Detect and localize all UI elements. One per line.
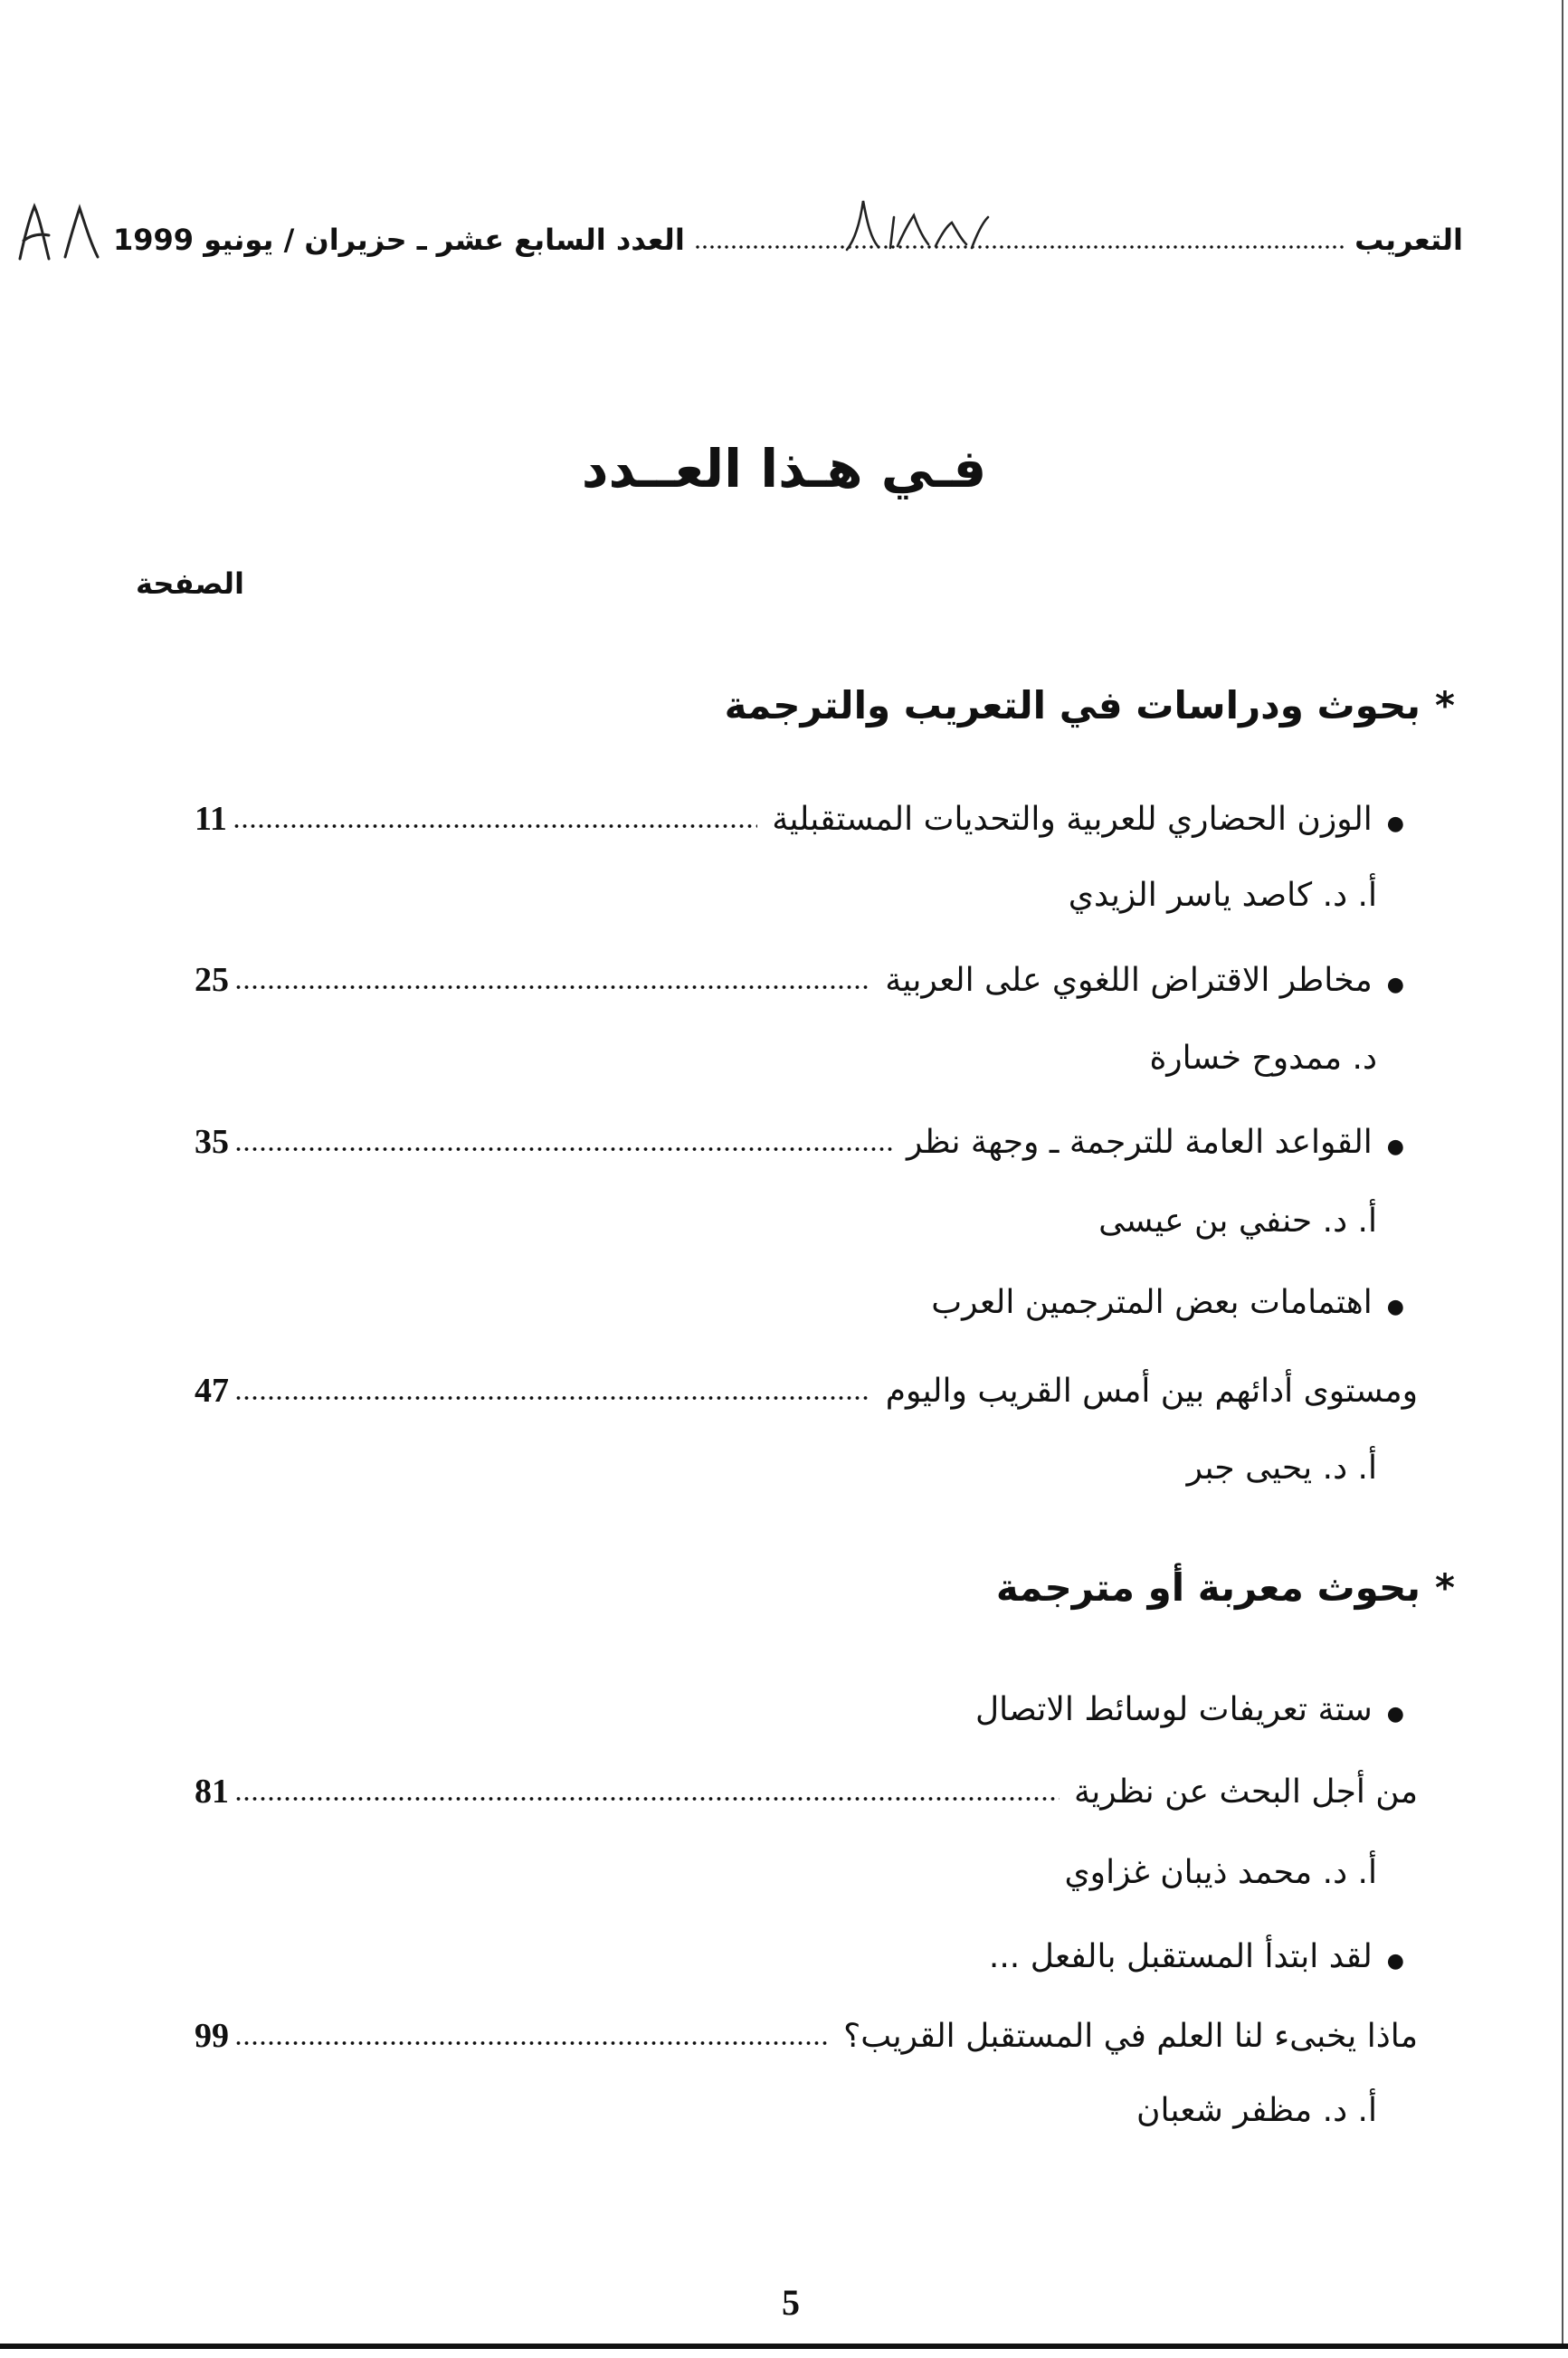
dot-leader: [234, 1146, 892, 1153]
author-name: أ. د. حنفي بن عيسى: [1098, 1203, 1377, 1240]
entry-page-number: 25: [195, 961, 229, 999]
dot-leader: [234, 984, 870, 991]
entry-title: لقد ابتدأ المستقبل بالفعل ...: [988, 1938, 1373, 1975]
toc-entry-continuation: [195, 1769, 1418, 1814]
entry-author: [1065, 1850, 1378, 1896]
entry-page-number: 47: [195, 1372, 229, 1410]
bottom-rule-line: [0, 2344, 1568, 2349]
section-heading: [996, 1561, 1455, 1615]
bullet-icon: ●: [1386, 813, 1404, 835]
toc-entry-first-line: [989, 1935, 1404, 1980]
section-heading-text: بحوث معربة أو مترجمة: [995, 1565, 1421, 1610]
entry-page-number: 81: [195, 1773, 229, 1811]
entry-title-continuation: من أجل البحث عن نظرية: [1073, 1773, 1418, 1811]
author-name: أ. د. يحيى جبر: [1186, 1450, 1377, 1487]
entry-title: القواعد العامة للترجمة ـ وجهة نظر: [907, 1124, 1373, 1161]
entry-title-continuation: ومستوى أدائهم بين أمس القريب واليوم: [885, 1373, 1418, 1410]
toc-entry-continuation: [195, 1368, 1418, 1413]
entry-author: [1136, 2088, 1377, 2134]
section-star-marker: *: [1435, 683, 1455, 727]
page-title: فـي هـذا العــدد: [581, 438, 987, 499]
journal-name: التعريب: [1354, 223, 1463, 257]
section-star-marker: *: [1435, 1565, 1455, 1610]
handwritten-annotation-center: [841, 190, 995, 261]
author-name: د. ممدوح خسارة: [1149, 1040, 1377, 1077]
page-column-label: الصفحة: [136, 566, 245, 601]
entry-author: [1149, 1036, 1377, 1081]
dot-leader: [233, 822, 757, 830]
toc-entry: [195, 796, 1404, 841]
author-name: أ. د. مظفر شعبان: [1136, 2092, 1377, 2129]
entry-title: الوزن الحضاري للعربية والتحديات المستقبلية: [772, 801, 1373, 838]
bullet-icon: ●: [1386, 1136, 1404, 1158]
entry-title: اهتمامات بعض المترجمين العرب: [931, 1284, 1373, 1321]
dot-leader: [234, 1394, 871, 1402]
entry-author: [1098, 1199, 1377, 1244]
entry-page-number: 99: [195, 2017, 229, 2055]
header-dot-leader: [694, 244, 1345, 250]
bullet-icon: ●: [1386, 1950, 1404, 1973]
dot-leader: [234, 1795, 1060, 1802]
toc-entry-first-line: [975, 1688, 1404, 1733]
entry-author: [1069, 873, 1377, 918]
bullet-icon: ●: [1386, 1296, 1404, 1318]
entry-title: مخاطر الاقتراض اللغوي على العربية: [885, 962, 1373, 999]
author-name: أ. د. محمد ذيبان غزاوي: [1064, 1854, 1377, 1891]
folio-page-number: 5: [782, 2282, 800, 2323]
handwritten-annotation-left: [13, 197, 103, 270]
entry-title-continuation: ماذا يخبىء لنا العلم في المستقبل القريب؟: [843, 2018, 1418, 2055]
entry-title: ستة تعريفات لوسائط الاتصال: [975, 1691, 1373, 1728]
toc-entry: [195, 1119, 1404, 1165]
bullet-icon: ●: [1386, 1703, 1404, 1726]
section-heading: [725, 679, 1455, 733]
entry-page-number: 11: [195, 800, 227, 838]
toc-entry-first-line: [931, 1280, 1404, 1326]
dot-leader: [234, 2039, 829, 2047]
running-header: [113, 217, 1463, 262]
entry-page-number: 35: [195, 1123, 229, 1161]
section-heading-text: بحوث ودراسات في التعريب والترجمة: [724, 683, 1421, 727]
author-name: أ. د. كاصد ياسر الزيدي: [1068, 877, 1377, 914]
issue-info: العدد السابع عشر ـ حزيران / يونيو 1999: [113, 223, 685, 257]
toc-entry-continuation: [195, 2013, 1418, 2058]
entry-author: [1187, 1446, 1377, 1491]
bullet-icon: ●: [1386, 974, 1404, 996]
toc-entry: [195, 957, 1404, 1003]
scan-edge-line: [1562, 0, 1563, 2344]
